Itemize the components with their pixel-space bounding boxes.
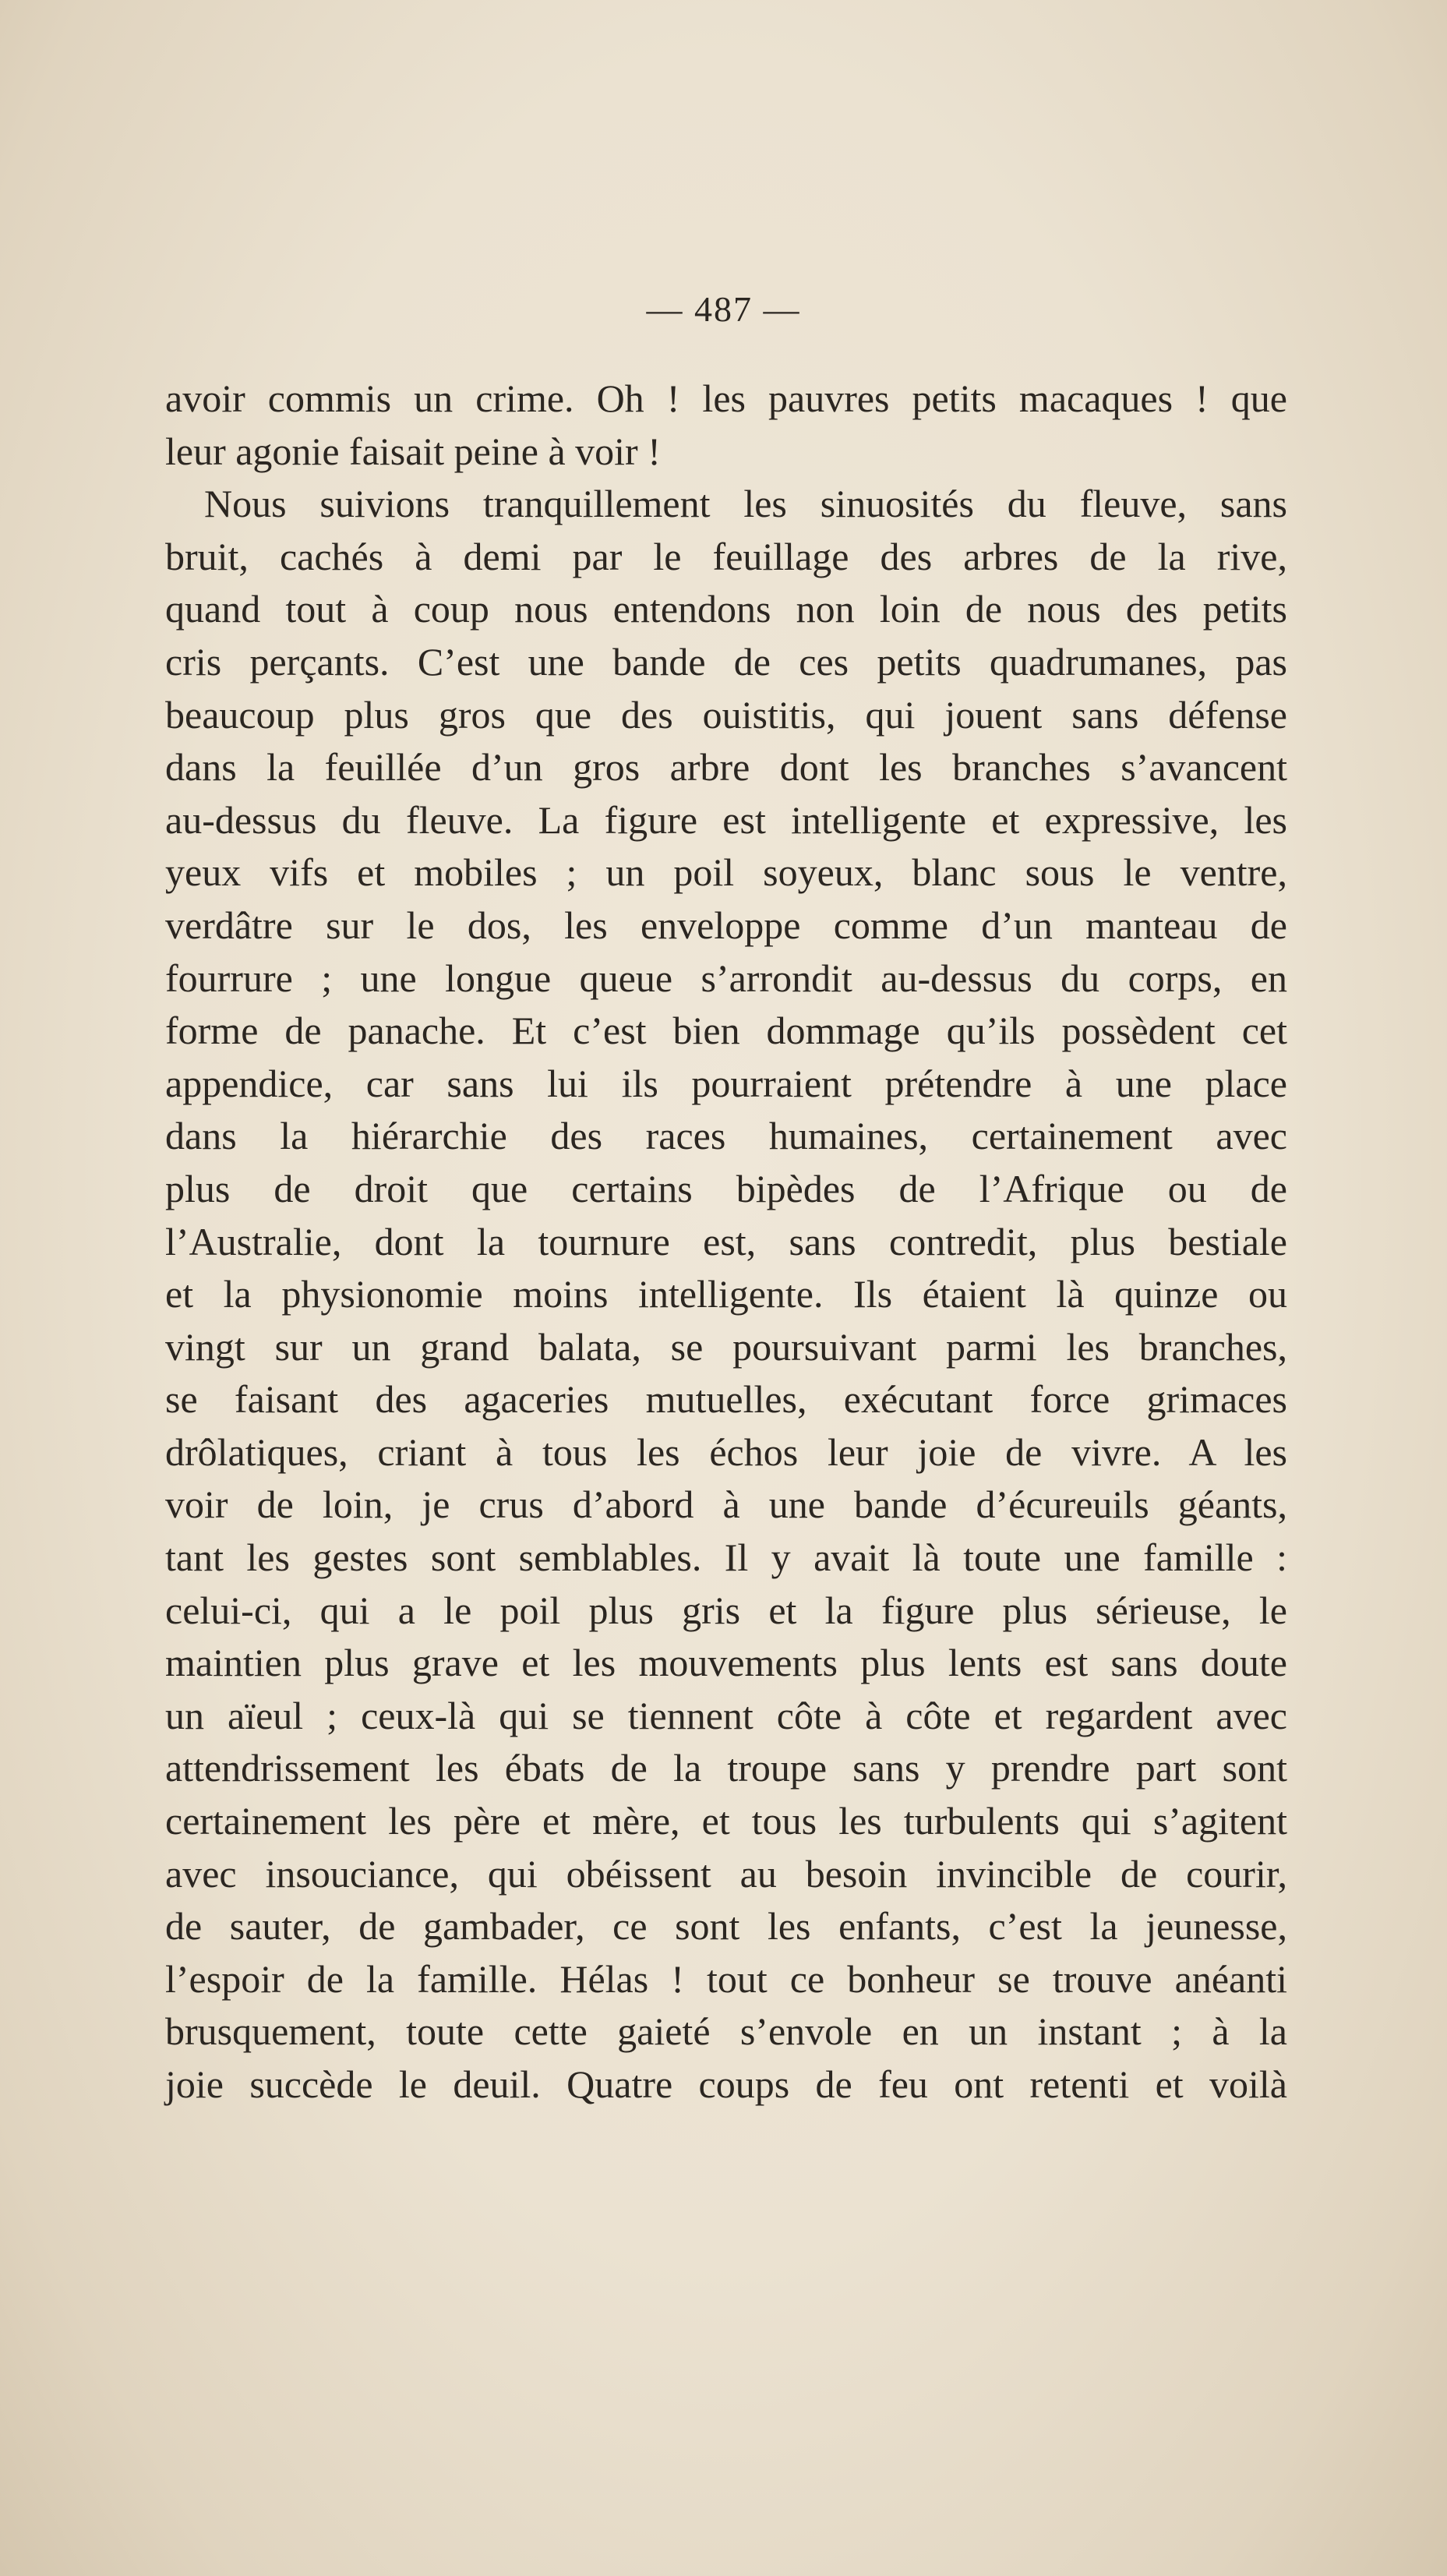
text-line: dans la hiérarchie des races humaines, certainement avec [165,1114,1287,1158]
text-line: appendice, car sans lui ils pourraient prétendre à une place [165,1061,1287,1105]
text-line: avec insouciance, qui obéissent au besoin invincible de courir, [165,1851,1287,1896]
body-text [165,373,1287,2111]
text-line: drôlatiques, criant à tous les échos leur joie de vivre. A les [165,1429,1287,1474]
text-line: beaucoup plus gros que des ouistitis, qui jouent sans défense [165,692,1287,737]
text-line: quand tout à coup nous entendons non loin de nous des petits [165,587,1287,631]
text-line: cris perçants. C’est une bande de ces petits quadrumanes, pas [165,639,1287,684]
text-line: fourrure ; une longue queue s’arrondit au-dessus du corps, en [165,956,1287,1000]
text-line: voir de loin, je crus d’abord à une bande d’écureuils géants, [165,1482,1287,1527]
text-line: maintien plus grave et les mouvements plus lents est sans doute [165,1641,1287,1685]
text-line: yeux vifs et mobiles ; un poil soyeux, blanc sous le ventre, [165,850,1287,895]
text-line: brusquement, toute cette gaieté s’envole en un instant ; à la [165,2009,1287,2054]
text-line: au-dessus du fleuve. La figure est intelligente et expressive, les [165,797,1287,842]
text-line: avoir commis un crime. Oh ! les pauvres petits macaques ! que [165,376,1287,420]
text-line: un aïeul ; ceux-là qui se tiennent côte à côte et regardent avec [165,1693,1287,1737]
text-line: l’espoir de la famille. Hélas ! tout ce bonheur se trouve anéanti [165,1956,1287,2001]
text-line: l’Australie, dont la tournure est, sans contredit, plus bestiale [165,1219,1287,1263]
text-line: de sauter, de gambader, ce sont les enfants, c’est la jeunesse, [165,1904,1287,1949]
text-line: joie succède le deuil. Quatre coups de feu ont retenti et voilà [165,2062,1287,2106]
text-line: celui-ci, qui a le poil plus gris et la figure plus sérieuse, le [165,1588,1287,1632]
text-line: leur agonie faisait peine à voir ! [165,429,661,473]
text-line: attendrissement les ébats de la troupe sans y prendre part sont [165,1746,1287,1790]
page-number: — 487 — [646,289,801,329]
text-line: Nous suivions tranquillement les sinuosités du fleuve, sans [204,482,1287,526]
text-line: certainement les père et mère, et tous les turbulents qui s’agitent [165,1799,1287,1843]
text-line: et la physionomie moins intelligente. Ils étaient là quinze ou [165,1272,1287,1316]
text-line: tant les gestes sont semblables. Il y avait là toute une famille : [165,1535,1287,1580]
text-line: dans la feuillée d’un gros arbre dont les branches s’avancent [165,745,1287,790]
text-line: vingt sur un grand balata, se poursuivant parmi les branches, [165,1324,1287,1369]
text-line: se faisant des agaceries mutuelles, exécutant force grimaces [165,1377,1287,1422]
text-line: plus de droit que certains bipèdes de l’Afrique ou de [165,1166,1287,1210]
text-line: forme de panache. Et c’est bien dommage qu’ils possèdent cet [165,1009,1287,1053]
text-line: bruit, cachés à demi par le feuillage des arbres de la rive, [165,534,1287,578]
text-line: verdâtre sur le dos, les enveloppe comme d’un manteau de [165,903,1287,947]
